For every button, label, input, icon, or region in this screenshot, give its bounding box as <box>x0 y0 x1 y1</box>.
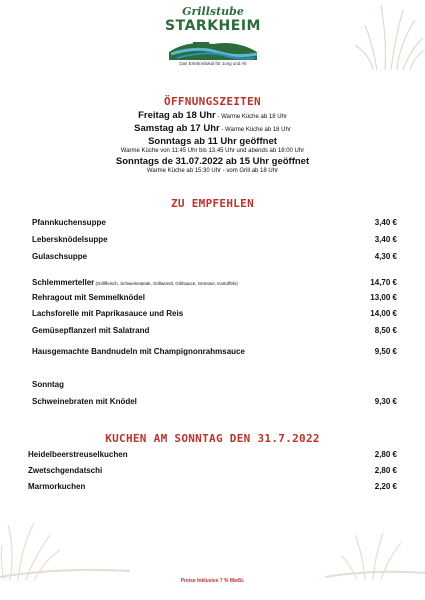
item-price: 4,30 € <box>374 252 397 261</box>
grass-decoration-top <box>315 0 425 70</box>
restaurant-logo <box>165 6 261 66</box>
hours-note-line: Warme Küche von 11:45 Uhr bis 13.45 Uhr und abends ab 18:00 Uhr <box>120 148 305 154</box>
hours-note: - Warme Küche ab 18 Uhr <box>215 114 287 120</box>
opening-hours-block <box>0 110 425 176</box>
grass-decoration-bottom-right <box>325 525 425 580</box>
opening-hours-title: ÖFFNUNGSZEITEN <box>164 95 261 108</box>
item-price: 9,30 € <box>374 397 397 406</box>
item-name: Rehragout mit Semmelknödel <box>32 293 145 302</box>
logo-subtitle: Das Erlebnislokal für Jung und Alt <box>179 61 247 66</box>
item-name <box>32 278 238 287</box>
item-name: Hausgemachte Bandnudeln mit Champignonrahmsauce <box>32 347 245 356</box>
sunday-label: Sonntag <box>32 380 64 389</box>
cakes-title: KUCHEN AM SONNTAG DEN 31.7.2022 <box>105 432 320 445</box>
item-name: Lebersknödelsuppe <box>32 235 108 244</box>
item-price: 14,70 € <box>370 278 397 287</box>
item-price: 9,50 € <box>374 347 397 356</box>
hours-note-line: Warme Küche ab 15:30 Uhr - vom Grill ab 18 Uhr <box>146 168 279 174</box>
item-name-text: Schlemmerteller <box>32 278 95 287</box>
hours-main: Sonntags de 31.07.2022 ab 15 Uhr geöffnet <box>115 156 310 167</box>
hours-line <box>0 110 425 123</box>
item-price: 13,00 € <box>370 293 397 302</box>
item-price: 2,80 € <box>374 466 397 475</box>
footer-tax-note: Preise Inklusive 7 % MwSt. <box>180 578 245 584</box>
hours-main: Freitag ab 18 Uhr <box>138 110 216 121</box>
item-price: 14,00 € <box>370 309 397 318</box>
item-name: Heidelbeerstreuselkuchen <box>28 450 128 459</box>
item-name: Gemüsepflanzerl mit Salatrand <box>32 326 150 335</box>
item-price: 2,80 € <box>374 450 397 459</box>
item-name: Gulaschsuppe <box>32 252 88 261</box>
hours-note: - Warme Küche ab 18 Uhr <box>219 127 291 133</box>
item-price: 3,40 € <box>374 218 397 227</box>
hours-main: Samstag ab 17 Uhr <box>134 123 220 134</box>
landscape-emblem-icon <box>167 34 259 60</box>
logo-main-text: STARKHEIM <box>165 18 261 34</box>
logo-top-text: Grillstube <box>182 5 244 18</box>
hours-line <box>0 136 425 147</box>
item-price: 2,20 € <box>374 482 397 491</box>
hours-main: Sonntags ab 11 Uhr geöffnet <box>148 136 277 147</box>
item-description: (Grillfleisch, Schweinesteak, Grillwürstl, Grillsauce, Gemüse, Kartoffels) <box>94 281 238 286</box>
item-name: Marmorkuchen <box>28 482 86 491</box>
item-name: Pfannkuchensuppe <box>32 218 106 227</box>
item-name: Zwetschgendatschi <box>28 466 103 475</box>
grass-decoration-bottom-left <box>0 515 130 580</box>
item-name: Schweinebraten mit Knödel <box>32 397 137 406</box>
hours-line <box>0 123 425 136</box>
item-price: 3,40 € <box>374 235 397 244</box>
item-name: Lachsforelle mit Paprikasauce und Reis <box>32 309 184 318</box>
recommend-title: ZU EMPFEHLEN <box>170 197 255 210</box>
item-price: 8,50 € <box>374 326 397 335</box>
hours-line <box>0 156 425 167</box>
